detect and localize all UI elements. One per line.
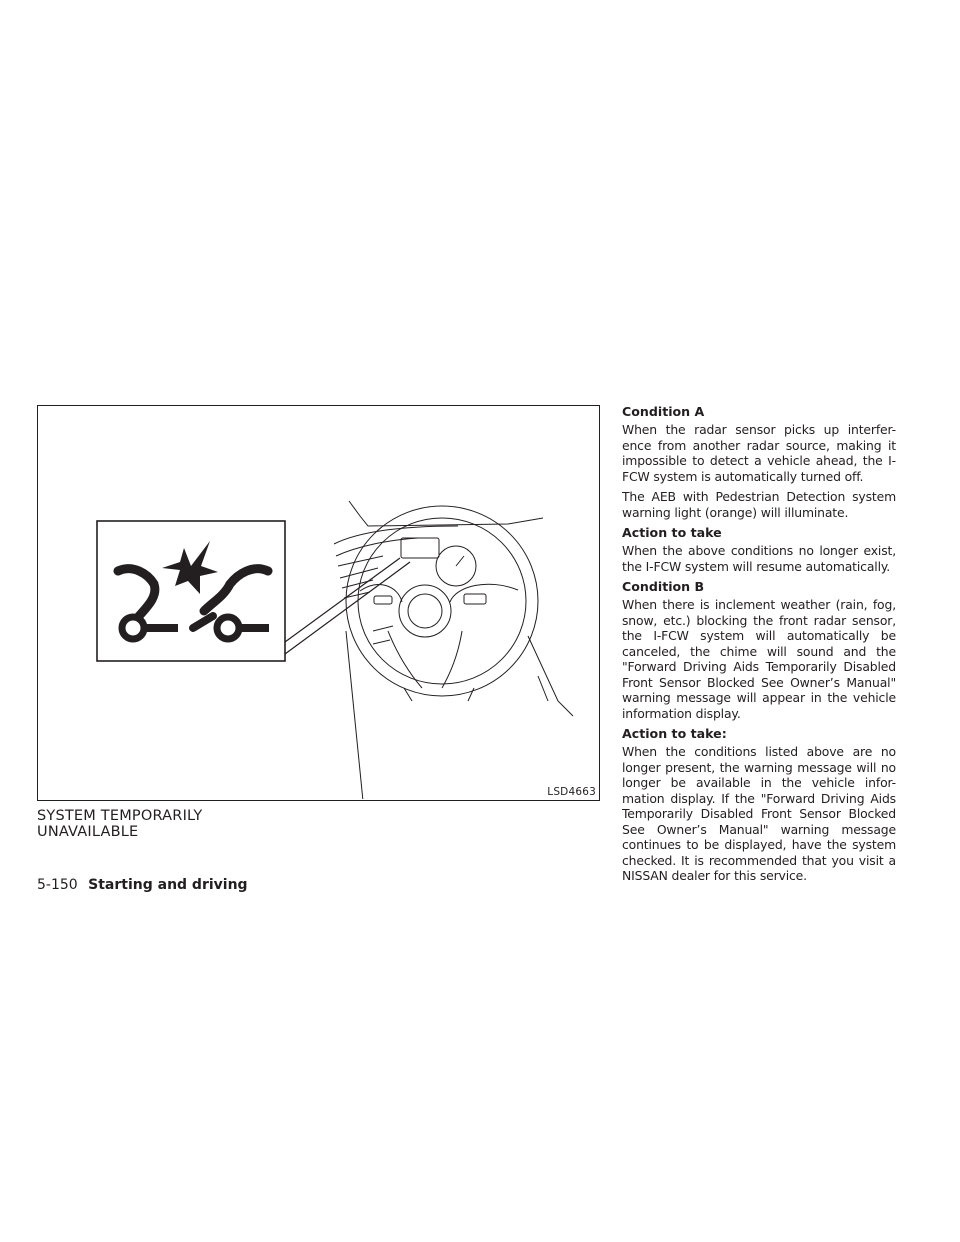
section-title: Starting and driving [88,877,248,893]
paragraph-condition-b: When there is inclement weather (rain, fog, snow, etc.) blocking the front radar sensor, the I-FCW system will automatically be canceled, the chime will sound and the "Forward Driving Aids Temporarily Disabled Front Sensor Blocked See Owner’s Manual" warning message will appear in the vehicle information display. [622,597,896,721]
heading-condition-a: Condition A [622,404,705,419]
heading-action-a: Action to take [622,525,722,540]
leader-line-upper [285,558,400,642]
figure-code: LSD4663 [547,786,596,798]
paragraph-action-b: When the conditions listed above are no longer present, the warning message will no longer be available in the vehicle infor-mation display. If the "Forward Driving Aids Temporarily Disabled Front Sensor Blocked See Owner’s Manual" warning message continues to be displayed, have the system checked. It is recommended that you visit a NISSAN dealer for this service. [622,744,896,883]
paragraph-condition-a-1: When the radar sensor picks up interfer-ence from another radar source, making it impossible to detect a vehicle ahead, the I-FCW system is automatically turned off. [622,422,896,484]
paragraph-condition-a-2: The AEB with Pedestrian Detection system warning light (orange) will illuminate. [622,489,896,520]
steering-wheel-dashboard-illustration [334,501,573,799]
dashboard-svg [38,406,598,799]
paragraph-action-a: When the above conditions no longer exist, the I-FCW system will resume automatically. [622,543,896,574]
figure-illustration [37,405,600,801]
heading-action-b: Action to take: [622,726,727,741]
page-number: 5-150 [37,877,78,893]
caption-line-2: UNAVAILABLE [37,823,139,840]
forward-collision-warning-icon [97,521,285,661]
caption-line-1: SYSTEM TEMPORARILY [37,808,203,824]
heading-condition-b: Condition B [622,579,705,594]
figure-caption [37,809,297,840]
body-text-column [622,404,896,889]
page-footer [37,877,248,893]
